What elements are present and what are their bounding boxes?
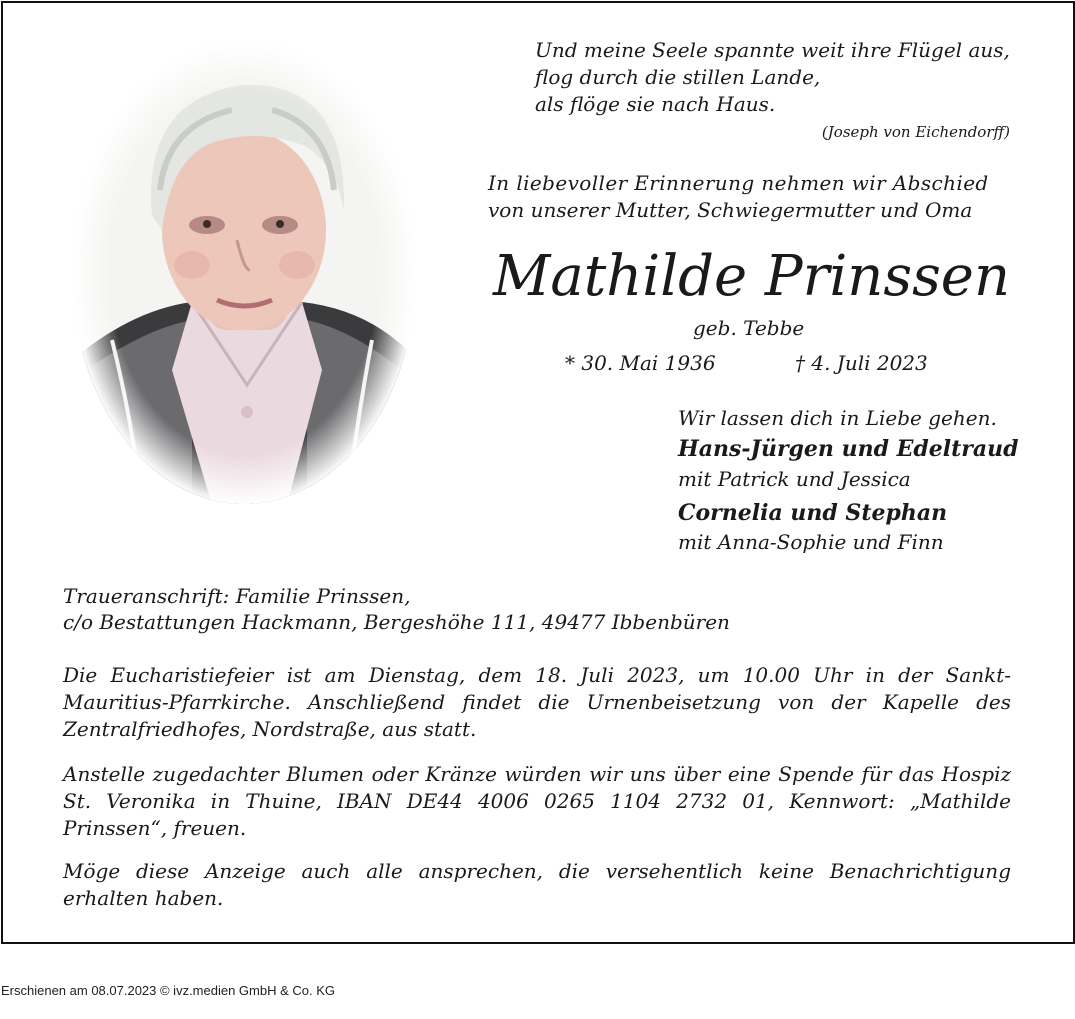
motto: Wir lassen dich in Liebe gehen.	[678, 406, 997, 430]
donation-paragraph: Anstelle zugedachter Blumen oder Kränze würden wir uns über eine Spende für das Hospiz St. Veronika in Thuine, IBAN DE44 4006 0265 1104 2732 01, Kennwort: „Mathilde Prinssen“, freuen.	[63, 762, 1011, 840]
family-1-name: Hans-Jürgen und Edeltraud	[678, 436, 1019, 462]
poem-author: (Joseph von Eichendorff)	[821, 123, 1010, 141]
intro-line-1: In liebevoller Erinnerung nehmen wir Abschied	[488, 171, 989, 195]
publication-footer: Erschienen am 08.07.2023 © ivz.medien GmbH & Co. KG	[1, 983, 336, 998]
family-1-sub: mit Patrick und Jessica	[678, 467, 911, 491]
address-line-1: Traueranschrift: Familie Prinssen,	[63, 584, 411, 608]
address-line-2: c/o Bestattungen Hackmann, Bergeshöhe 111, 49477 Ibbenbüren	[63, 610, 730, 634]
poem-line-3: als flöge sie nach Haus.	[535, 92, 776, 116]
death-date: † 4. Juli 2023	[795, 351, 928, 375]
poem-line-1: Und meine Seele spannte weit ihre Flügel aus,	[535, 38, 1010, 62]
family-2-sub: mit Anna-Sophie und Finn	[678, 530, 944, 554]
birth-date: * 30. Mai 1936	[565, 351, 716, 375]
notice-paragraph: Möge diese Anzeige auch alle ansprechen, die versehentlich keine Benachrichtigung erhalten haben.	[63, 859, 1011, 910]
family-2-name: Cornelia und Stephan	[678, 500, 948, 526]
portrait-photo	[72, 40, 417, 505]
deceased-name: Mathilde Prinssen	[493, 244, 1011, 309]
poem-line-2: flog durch die stillen Lande,	[535, 65, 821, 89]
intro-line-2: von unserer Mutter, Schwiegermutter und Oma	[488, 198, 973, 222]
mass-paragraph: Die Eucharistiefeier ist am Dienstag, dem 18. Juli 2023, um 10.00 Uhr in der Sankt-Mauritius-Pfarrkirche. Anschließend findet die Urnenbeisetzung von der Kapelle des Zentralfriedhofes, Nordstraße, aus statt.	[63, 663, 1011, 741]
maiden-name: geb. Tebbe	[693, 316, 805, 340]
